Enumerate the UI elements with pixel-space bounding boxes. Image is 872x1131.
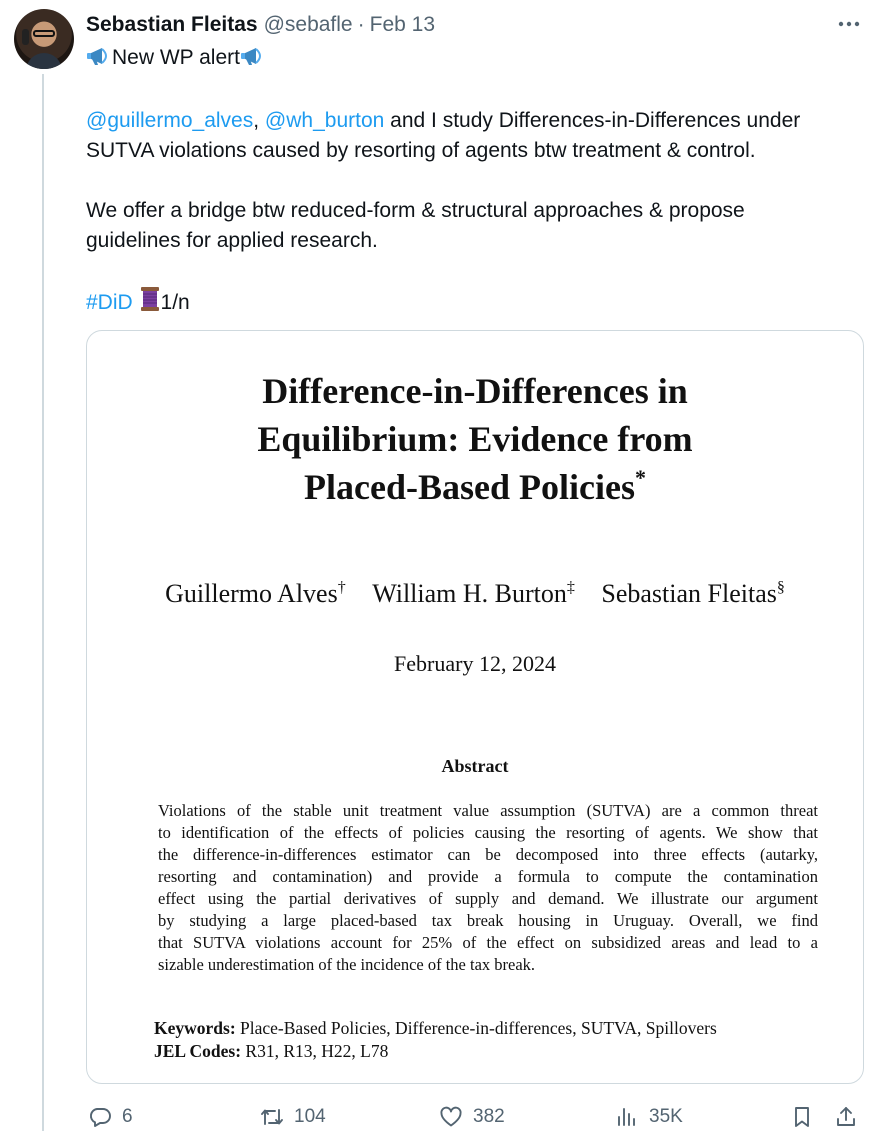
author-name[interactable]: Sebastian Fleitas [86, 13, 258, 36]
title-footnote-mark: * [634, 465, 646, 490]
avatar[interactable] [14, 9, 74, 69]
paper-title-line-1: Difference-in-Differences in [262, 371, 688, 411]
like-icon [439, 1105, 463, 1129]
paper-authors [87, 579, 863, 609]
jel-line [154, 1040, 844, 1063]
bookmark-button[interactable] [790, 1102, 814, 1131]
abstract-line: Violations of the stable unit treatment value assumption (SUTVA) are a common threat [158, 801, 818, 820]
repost-count: 104 [294, 1106, 326, 1127]
share-button[interactable] [834, 1102, 858, 1131]
paper-image-card[interactable] [86, 330, 864, 1084]
paper-date: February 12, 2024 [394, 651, 556, 676]
abstract-line: resorting and contamination) and provide a formula to compute the contamination [158, 867, 818, 886]
thread-line [42, 74, 44, 1131]
tweet-line-1 [86, 43, 856, 76]
jel-value: R31, R13, H22, L78 [245, 1041, 389, 1061]
more-icon[interactable] [834, 12, 864, 36]
abstract-line: the difference-in-differences estimator can be decomposed into three effects (autarky, [158, 845, 818, 864]
mention-guillermo-alves[interactable]: @guillermo_alves [86, 109, 254, 132]
megaphone-emoji-2 [240, 45, 266, 76]
like-button[interactable] [439, 1102, 505, 1131]
tweet-line-2 [86, 106, 856, 136]
headset-mic [22, 29, 29, 45]
paper-title [87, 367, 863, 511]
tweet-line-6 [86, 286, 856, 321]
tweet-line-4: We offer a bridge btw reduced-form & structural approaches & propose [86, 199, 745, 222]
tweet-text [86, 43, 856, 321]
abstract-heading: Abstract [441, 756, 509, 776]
repost-icon [260, 1105, 284, 1129]
share-icon [834, 1105, 858, 1129]
repost-button[interactable] [260, 1102, 326, 1131]
tweet-line-2-rest: and I study Differences-in-Differences under [384, 109, 801, 132]
tweet-header [86, 12, 435, 38]
bookmark-icon [790, 1105, 814, 1129]
reply-count: 6 [122, 1106, 133, 1127]
keywords-line [154, 1017, 844, 1040]
comma: , [253, 109, 260, 132]
views-button[interactable] [615, 1102, 683, 1131]
abstract-body [158, 800, 818, 976]
thread-count: 1/n [160, 291, 190, 314]
action-bar [86, 1102, 866, 1131]
paper-title-line-3: Placed-Based Policies* [304, 465, 646, 507]
glasses [33, 30, 55, 37]
header-separator: · [357, 13, 365, 36]
abstract-line: sizable underestimation of the incidence of the tax break. [158, 955, 536, 974]
tweet-line-3: SUTVA violations caused by resorting of agents btw treatment & control. [86, 139, 756, 162]
keywords-label: Keywords: [154, 1018, 236, 1038]
mention-wh-burton[interactable]: @wh_burton [264, 109, 385, 132]
tweet-date[interactable]: Feb 13 [369, 13, 436, 36]
reply-icon [88, 1105, 112, 1129]
author-2: William H. Burton‡ [372, 579, 575, 608]
shirt [26, 53, 62, 69]
jel-label: JEL Codes: [154, 1041, 242, 1061]
abstract-line: to identification of the effects of policies causing the resorting of agents. We show that [158, 823, 818, 842]
keywords-block [154, 1017, 844, 1063]
paper-title-line-2: Equilibrium: Evidence from [257, 419, 693, 459]
views-count: 35K [649, 1106, 683, 1127]
author-3: Sebastian Fleitas§ [601, 579, 785, 608]
megaphone-emoji [86, 45, 112, 76]
like-count: 382 [473, 1106, 505, 1127]
thread-spool-emoji [139, 286, 161, 321]
views-icon [615, 1105, 639, 1129]
reply-button[interactable] [88, 1102, 133, 1131]
abstract-line: by studying a large placed-based tax break housing in Uruguay. Overall, we find [158, 911, 818, 930]
author-handle[interactable]: @sebafle [263, 13, 353, 36]
abstract-line: effect using the partial derivatives of supply and demand. We illustrate our argument [158, 889, 818, 908]
tweet-line-5: guidelines for applied research. [86, 229, 378, 252]
wp-alert-text: New WP alert [112, 46, 240, 69]
hashtag-did[interactable]: #DiD [86, 291, 133, 314]
abstract-line: that SUTVA violations account for 25% of the effect on subsidized areas and lead to a [158, 933, 818, 952]
author-1: Guillermo Alves† [165, 579, 346, 608]
keywords-value: Place-Based Policies, Difference-in-differences, SUTVA, Spillovers [240, 1018, 717, 1038]
